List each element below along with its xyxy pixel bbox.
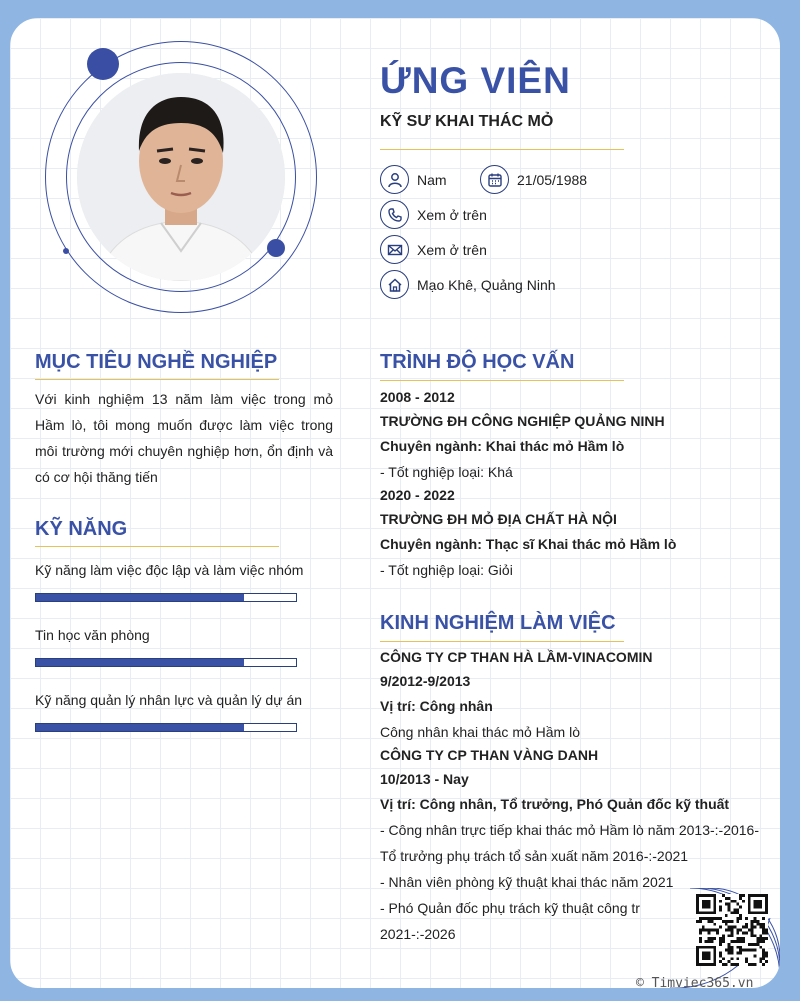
objective-divider: [35, 379, 279, 380]
dob-row: [480, 165, 587, 194]
cv-sheet: [10, 18, 780, 988]
education-period: 2020 - 2022: [380, 487, 455, 503]
education-divider: [380, 380, 624, 381]
experience-detail: Công nhân khai thác mỏ Hầm lò: [380, 724, 580, 740]
skill-label: Kỹ năng quản lý nhân lực và quản lý dự án: [35, 692, 303, 708]
experience-company: CÔNG TY CP THAN HÀ LẦM-VINACOMIN: [380, 649, 653, 665]
calendar-icon: [480, 165, 509, 194]
education-period: 2008 - 2012: [380, 389, 455, 405]
email-value: Xem ở trên: [417, 241, 487, 258]
experience-period: 9/2012-9/2013: [380, 673, 471, 689]
skill-bar-fill: [36, 724, 244, 731]
skills-divider: [35, 546, 279, 547]
address-value: Mạo Khê, Quảng Ninh: [417, 276, 556, 293]
user-icon: [380, 165, 409, 194]
experience-divider: [380, 641, 624, 642]
candidate-name: ỨNG VIÊN: [380, 60, 571, 101]
education-school: TRƯỜNG ĐH CÔNG NGHIỆP QUẢNG NINH: [380, 413, 665, 429]
skills-title: KỸ NĂNG: [35, 518, 128, 540]
decorative-dot-small: [63, 248, 69, 254]
mail-icon: [380, 235, 409, 264]
header-divider: [380, 149, 624, 150]
skill-bar-fill: [36, 594, 244, 601]
objective-line: môi trường mới chuyên nghiệp hơn, ổn định và: [35, 443, 333, 459]
phone-row: [380, 200, 487, 229]
experience-detail: Tổ trưởng phụ trách tổ sản xuất năm 2016-:-2021: [380, 848, 689, 864]
education-grade: - Tốt nghiệp loại: Khá: [380, 464, 513, 480]
experience-detail: - Phó Quản đốc phụ trách kỹ thuật công tr: [380, 900, 640, 916]
skill-label: Kỹ năng làm việc độc lập và làm việc nhóm: [35, 562, 304, 578]
objective-line: Với kinh nghiệm 13 năm làm việc trong mỏ: [35, 391, 333, 407]
experience-position: Vị trí: Công nhân, Tổ trưởng, Phó Quản đốc kỹ thuất: [380, 796, 730, 812]
objective-line: Hầm lò, tôi mong muốn được làm việc trong: [35, 417, 333, 433]
experience-period: 10/2013 - Nay: [380, 771, 469, 787]
home-icon: [380, 270, 409, 299]
job-title: KỸ SƯ KHAI THÁC MỎ: [380, 113, 554, 130]
skill-bar: [35, 723, 297, 732]
education-major: Chuyên ngành: Thạc sĩ Khai thác mỏ Hầm lò: [380, 536, 677, 552]
gender-row: [380, 165, 447, 194]
experience-detail: 2021-:-2026: [380, 926, 456, 942]
experience-detail: - Công nhân trực tiếp khai thác mỏ Hầm lò năm 2013-:-2016-: [380, 822, 760, 838]
decorative-dot-medium: [267, 239, 285, 257]
email-row: [380, 235, 487, 264]
skill-label: Tin học văn phòng: [35, 627, 150, 643]
skill-bar: [35, 593, 297, 602]
objective-text: [35, 386, 333, 490]
phone-icon: [380, 200, 409, 229]
education-school: TRƯỜNG ĐH MỎ ĐỊA CHẤT HÀ NỘI: [380, 511, 617, 527]
candidate-photo: [77, 73, 285, 281]
experience-title: KINH NGHIỆM LÀM VIỆC: [380, 612, 616, 634]
experience-detail: - Nhân viên phòng kỹ thuật khai thác năm 2021: [380, 874, 674, 890]
gender-value: Nam: [417, 171, 447, 188]
education-title: TRÌNH ĐỘ HỌC VẤN: [380, 351, 575, 373]
education-grade: - Tốt nghiệp loại: Giỏi: [380, 562, 513, 578]
dob-value: 21/05/1988: [517, 171, 588, 188]
education-major: Chuyên ngành: Khai thác mỏ Hầm lò: [380, 438, 625, 454]
objective-title: MỤC TIÊU NGHỀ NGHIỆP: [35, 351, 278, 373]
phone-value: Xem ở trên: [417, 206, 487, 223]
decorative-dot-large: [87, 48, 119, 80]
objective-line: có cơ hội thăng tiến: [35, 469, 158, 485]
copyright-text: © Timviec365.vn: [636, 976, 754, 988]
qr-code[interactable]: [696, 894, 768, 966]
skill-bar-fill: [36, 659, 244, 666]
skill-bar: [35, 658, 297, 667]
address-row: [380, 270, 556, 299]
experience-position: Vị trí: Công nhân: [380, 698, 493, 714]
experience-company: CÔNG TY CP THAN VÀNG DANH: [380, 747, 599, 763]
